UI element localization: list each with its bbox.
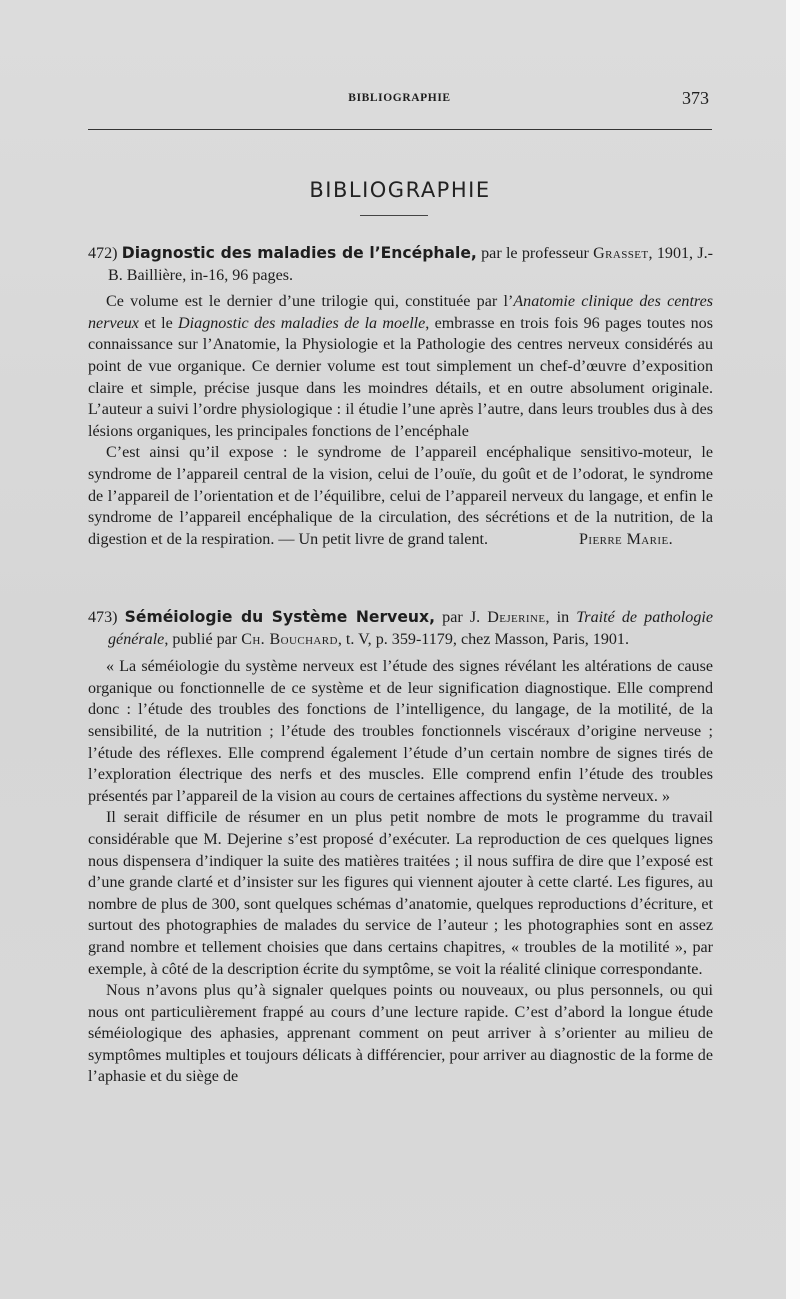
entry-heading [88, 243, 713, 286]
paragraph-text: , embrasse en trois fois 96 pages toutes nos connaissance sur l’Anatomie, la Physiologie et la Pathologie des centres nerveux considérés au point de vue organique. Ce dernier volume est tout simplement un chef-d’œuvre d’exposition claire et simple, précise jusque dans les moindres détails, et en outre absolument originale. L’auteur a suivi l’ordre physiologique : il étudie l’une après l’autre, dans leurs troubles dus à des lésions organiques, les principales fonctions de l’encéphale [88, 314, 713, 440]
running-title: BIBLIOGRAPHIE [348, 92, 451, 104]
entry-title: Séméiologie du Système Nerveux, [124, 608, 436, 626]
review-paragraph: Nous n’avons plus qu’à signaler quelques points ou nouveaux, ou plus personnels, ou qui nous ont particulièrement frappé au cours d’une lecture rapide. C’est d’abord la longue étude séméiologique des aphasies, apprenant comment on peut arriver à s’orienter au milieu de symptômes multiples et toujours délicats à différencier, pour arriver au diagnostic de la forme de l’aphasie et du siège de [88, 982, 713, 1086]
citation-text: , publié par [164, 630, 242, 648]
entry-title: Diagnostic des maladies de l’Encéphale, [121, 244, 477, 262]
bibliography-entry-472 [88, 243, 713, 550]
title-rule [360, 215, 428, 216]
citation-text: par J. [435, 609, 488, 626]
entry-editor: Ch. Bouchard [241, 630, 338, 648]
citation-text: , t. V, p. 359-1179, chez Masson, Paris, 1901. [337, 630, 630, 648]
work-title: Diagnostic des maladies de la moelle [178, 314, 426, 332]
bibliography-entry-473 [88, 607, 713, 1088]
entry-number: 473) [88, 609, 118, 626]
entry-author: Grasset [593, 245, 649, 262]
review-paragraph: « La séméiologie du système nerveux est l’étude des signes révélant les altérations de cause organique ou fonctionnelle de ce système et de leur signification diagnostique. Elle comprend donc : l’étude des troubles des fonctions de l’intelligence, du langage, de la motilité, de la sensibilité, de la nutrition ; l’étude des troubles fonctionnels viscéraux d’origine nerveuse ; l’étude des réflexes. Elle comprend également l’étude d’un certain nombre de signes tirés de l’exploration électrique des nerfs et des muscles. Elle comprend enfin l’étude des troubles présentés par l’appareil de la vision au cours de certaines affections du système nerveux. » [88, 658, 713, 805]
entry-heading [88, 607, 713, 650]
review-paragraph [88, 291, 713, 442]
entry-author: Dejerine [487, 609, 546, 626]
citation-text: par le professeur [476, 245, 594, 262]
work-title: Traité de pathologie générale [108, 609, 713, 648]
work-title: Anatomie clinique des centres nerveux [88, 293, 713, 332]
running-head [88, 88, 711, 110]
paragraph-text: C’est ainsi qu’il expose : le syndrome de l’appareil encéphalique sensitivo-moteur, le syndrome de l’appareil central de la vision, celui de l’ouïe, du goût et de l’odorat, le syndrome de l’appareil de l’orientation et de l’équilibre, celui de l’appareil nerveux du langage, et enfin le syndrome de l’appareil encéphalique de la circulation, des sécrétions et de la nutrition, de la digestion et de la respiration. — Un petit livre de grand talent. [88, 444, 713, 548]
page-number: 373 [682, 88, 709, 108]
reviewer-signature: Pierre Marie. [579, 530, 673, 548]
paragraph-text: Ce volume est le dernier d’une trilogie qui, constituée par l’ [106, 293, 514, 311]
citation-text: , in [545, 609, 577, 626]
entry-number: 472) [88, 245, 118, 262]
section-title: BIBLIOGRAPHIE [309, 178, 491, 202]
header-rule [88, 129, 712, 130]
citation-text: , 1901, J.-B. Baillière, in-16, 96 pages. [108, 245, 713, 284]
review-paragraph [88, 442, 713, 550]
paragraph-text: et le [138, 314, 179, 332]
review-paragraph: Il serait difficile de résumer en un plus petit nombre de mots le programme du travail considérable que M. Dejerine s’est proposé d’exécuter. La reproduction de ces quelques lignes nous dispensera d’indiquer la suite des matières traitées ; il nous suffira de dire que l’exposé est d’une grande clarté et d’insister sur les figures qui viennent ajouter à cette clarté. Les figures, au nombre de plus de 300, sont quelques schémas d’anatomie, quelques reproductions d’écriture, et surtout des photographies de malades du service de l’auteur ; les photographies sont en assez grand nombre et tellement choisies que dans certains chapitres, « troubles de la motilité », par exemple, à côté de la description écrite du symptôme, se voit la réalité clinique correspondante. [88, 809, 713, 978]
